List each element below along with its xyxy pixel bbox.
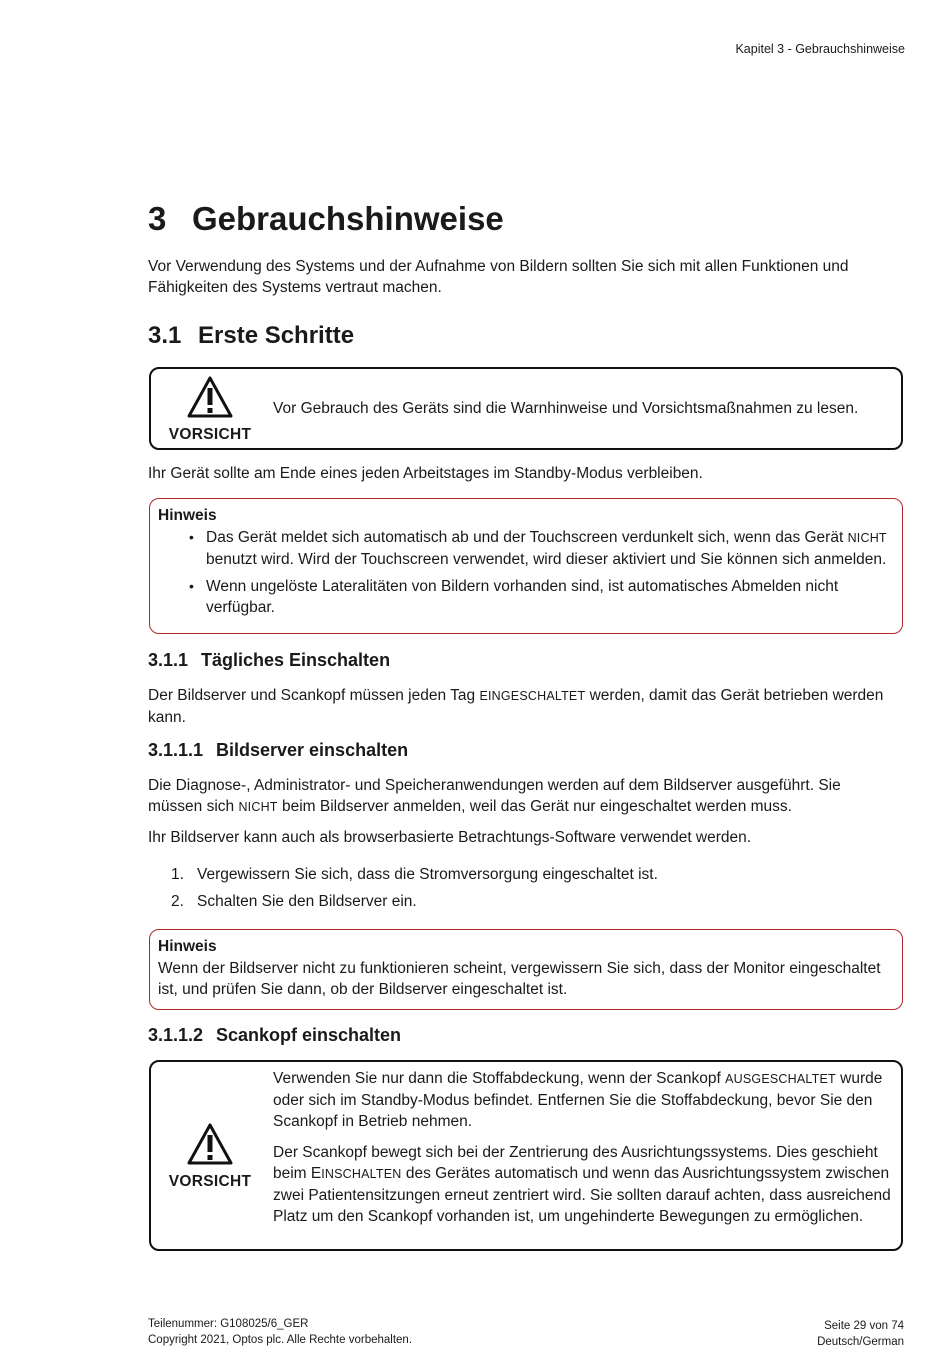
- footer-right: [817, 1318, 904, 1350]
- section-title: Tägliches Einschalten: [201, 650, 391, 670]
- emphasis-text: NICHT: [847, 531, 887, 545]
- text-run: Verwenden Sie nur dann die Stoffabdeckung, wenn der Scankopf: [273, 1070, 726, 1087]
- chapter-heading: [148, 200, 504, 238]
- step-number: 2.: [171, 893, 184, 910]
- steps-list: [148, 864, 888, 918]
- caution-box: [149, 367, 903, 450]
- caution-text: [273, 1068, 891, 1237]
- server-paragraph: [148, 775, 893, 818]
- section-title: Bildserver einschalten: [216, 740, 409, 760]
- text-run: werden, damit das Gerät betrieben werden kann.: [148, 687, 884, 726]
- step-number: 1.: [171, 866, 184, 883]
- section-heading-3-1-1-2: [148, 1025, 401, 1046]
- section-heading-3-1: [148, 322, 354, 350]
- emphasis-text: EINGESCHALTET: [479, 689, 586, 703]
- caution-paragraph: [273, 1068, 891, 1132]
- step-text: Vergewissern Sie sich, dass die Stromversorgung eingeschaltet ist.: [197, 866, 658, 883]
- text-run: Der Scankopf bewegt sich bei der Zentrierung des Ausrichtungssystems. Dies geschieht beim E: [273, 1144, 878, 1182]
- caution-icon-block: [151, 375, 269, 444]
- section-number: 3.1.1: [148, 650, 189, 670]
- caution-label: VORSICHT: [168, 426, 252, 443]
- page-number: Seite 29 von 74: [824, 1320, 904, 1332]
- caution-text: Vor Gebrauch des Geräts sind die Warnhinweise und Vorsichtsmaßnahmen zu lesen.: [273, 400, 859, 417]
- note-text: Das Gerät meldet sich automatisch ab und der Touchscreen verdunkelt sich, wenn das Gerät: [206, 529, 848, 546]
- section-title: Scankopf einschalten: [216, 1025, 402, 1045]
- text-run: Der Bildserver und Scankopf müssen jeden Tag: [148, 687, 480, 704]
- caution-box: [149, 1060, 903, 1251]
- warning-triangle-icon: [186, 1122, 234, 1166]
- section-number: 3.1.1.2: [148, 1025, 204, 1045]
- chapter-title: Gebrauchshinweise: [192, 200, 504, 237]
- emphasis-text: INSCHALTEN: [321, 1167, 402, 1181]
- section-title: Erste Schritte: [198, 322, 355, 349]
- text-run: wurde oder sich im Standby-Modus befindet. Entfernen Sie die Stoffabdeckung, bevor Sie den Scankopf in Betrieb nehmen.: [273, 1070, 883, 1130]
- list-item: • Wenn ungelöste Lateralitäten von Bildern vorhanden sind, ist automatisches Abmelden nicht verfügbar.: [206, 576, 894, 618]
- text-run: des Gerätes automatisch und wenn das Ausrichtungssystem zwischen zwei Patientensitzungen erneut zentriert wird. Sie sollten darauf achten, dass ausreichend Platz um den Scankopf vorhanden ist, um ungehinderte Bewegungen zu ermöglichen.: [273, 1165, 891, 1225]
- language: Deutsch/German: [817, 1336, 904, 1348]
- note-text: benutzt wird. Wird der Touchscreen verwendet, wird dieser aktiviert und Sie können sich anmelden.: [206, 551, 887, 568]
- browser-paragraph: Ihr Bildserver kann auch als browserbasierte Betrachtungs-Software verwendet werden.: [148, 829, 752, 846]
- chapter-number: 3: [148, 200, 167, 237]
- standby-paragraph: Ihr Gerät sollte am Ende eines jeden Arbeitstages im Standby-Modus verbleiben.: [148, 465, 703, 482]
- section-number: 3.1: [148, 322, 182, 349]
- text-run: beim Bildserver anmelden, weil das Gerät nur eingeschaltet werden muss.: [277, 798, 792, 815]
- caution-paragraph: [273, 1142, 891, 1227]
- note-title: Hinweis: [158, 507, 217, 524]
- section-heading-3-1-1: [148, 650, 390, 671]
- section-number: 3.1.1.1: [148, 740, 204, 760]
- note-title: Hinweis: [158, 938, 217, 955]
- note-box: [149, 498, 903, 634]
- footer-left: [148, 1316, 412, 1348]
- warning-triangle-icon: [186, 375, 234, 419]
- copyright: Copyright 2021, Optos plc. Alle Rechte vorbehalten.: [148, 1334, 413, 1346]
- list-item: [148, 864, 888, 885]
- note-list: [158, 527, 894, 618]
- caution-label: VORSICHT: [168, 1173, 252, 1190]
- text-run: Die Diagnose-, Administrator- und Speicheranwendungen werden auf dem Bildserver ausgeführt. Sie müssen sich: [148, 777, 841, 815]
- section-heading-3-1-1-1: [148, 740, 408, 761]
- list-item: [206, 527, 894, 570]
- note-box: [149, 929, 903, 1010]
- running-header: Kapitel 3 - Gebrauchshinweise: [735, 42, 905, 56]
- note-text: Wenn der Bildserver nicht zu funktionieren scheint, vergewissern Sie sich, dass der Monitor eingeschaltet ist, und prüfen Sie dann, ob der Bildserver eingeschaltet ist.: [158, 960, 881, 998]
- emphasis-text: NICHT: [238, 800, 278, 814]
- part-number: Teilenummer: G108025/6_GER: [148, 1318, 309, 1330]
- list-item: [148, 891, 888, 912]
- caution-icon-block: [151, 1122, 269, 1191]
- intro-paragraph: Vor Verwendung des Systems und der Aufnahme von Bildern sollten Sie sich mit allen Funktionen und Fähigkeiten des Systems vertraut machen.: [148, 258, 849, 296]
- step-text: Schalten Sie den Bildserver ein.: [197, 893, 417, 910]
- daily-paragraph: [148, 685, 893, 728]
- emphasis-text: AUSGESCHALTET: [725, 1072, 836, 1086]
